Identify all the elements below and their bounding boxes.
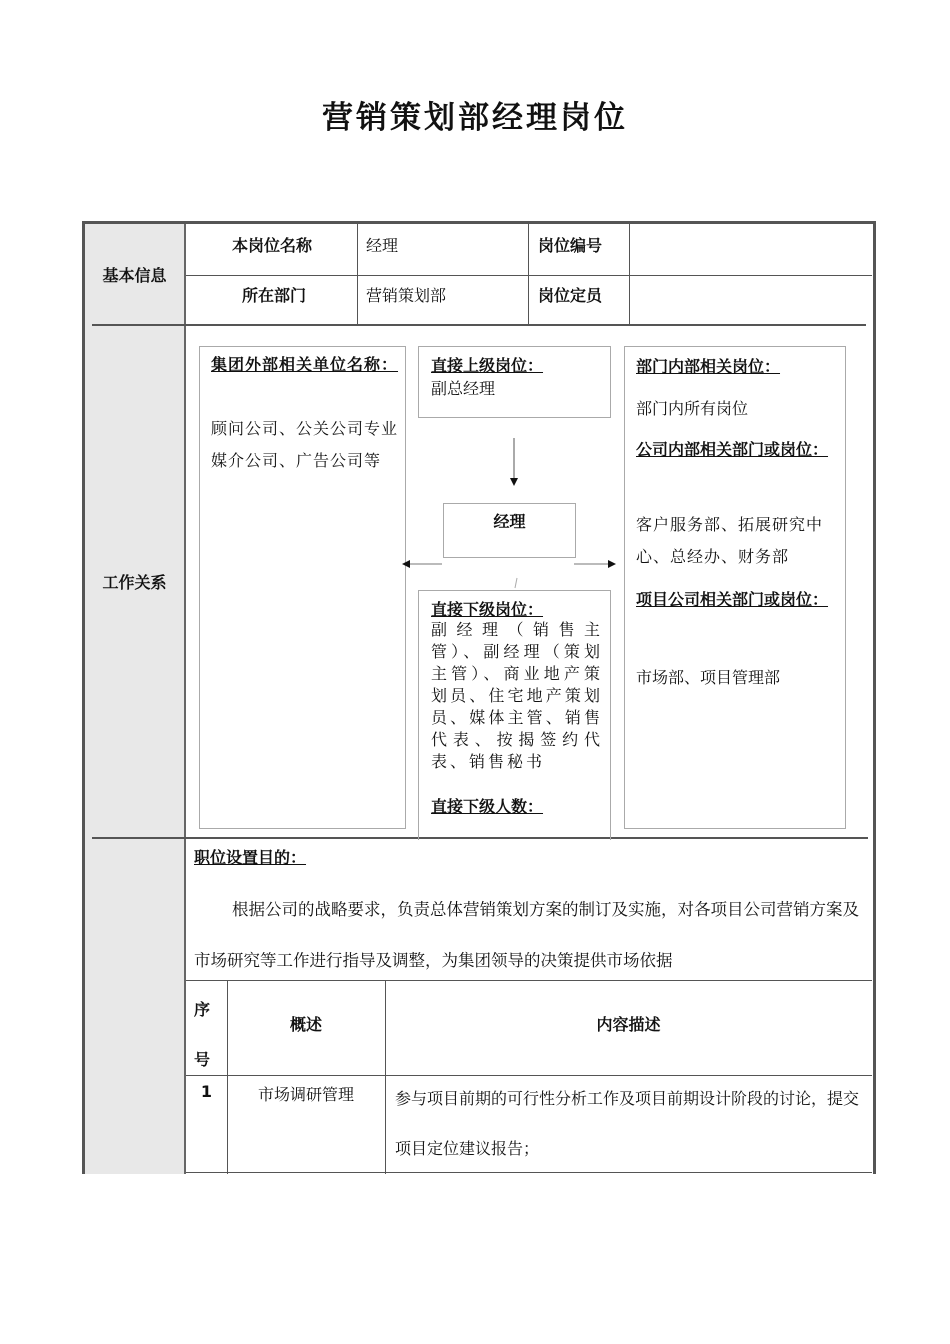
subordinate-title: 直接下级岗位： bbox=[431, 600, 544, 619]
manager-label: 经理 bbox=[493, 512, 526, 531]
row-summary: 市场调研管理 bbox=[257, 1085, 354, 1104]
post-name-value: 经理 bbox=[366, 236, 399, 255]
internal-dept-body: 部门内所有岗位 bbox=[636, 399, 749, 418]
col-divider bbox=[528, 224, 529, 325]
col-divider bbox=[385, 980, 386, 1174]
company-title: 公司内部相关部门或岗位： bbox=[636, 440, 829, 459]
quota-label: 岗位定员 bbox=[538, 286, 603, 305]
post-no-label: 岗位编号 bbox=[538, 236, 603, 255]
row-divider bbox=[186, 275, 872, 276]
row-no: 1 bbox=[200, 1082, 213, 1101]
col-divider bbox=[227, 980, 228, 1174]
row-desc: 参与项目前期的可行性分析工作及项目前期设计阶段的讨论，提交项目定位建议报告； bbox=[395, 1089, 860, 1158]
company-body: 客户服务部、拓展研究中心、总经办、财务部 bbox=[636, 515, 824, 566]
project-title: 项目公司相关部门或岗位： bbox=[636, 590, 829, 609]
external-units-title: 集团外部相关单位名称： bbox=[211, 355, 399, 374]
header-desc: 内容描述 bbox=[596, 1015, 661, 1034]
superior-body: 副总经理 bbox=[431, 379, 496, 398]
basic-info-label: 基本信息 bbox=[85, 224, 186, 325]
purpose-label-column bbox=[85, 838, 186, 1174]
section-divider bbox=[92, 324, 866, 326]
internal-dept-title: 部门内部相关岗位： bbox=[636, 357, 781, 376]
external-units-body: 顾问公司、公关公司专业媒介公司、广告公司等 bbox=[211, 419, 399, 470]
superior-title: 直接上级岗位： bbox=[431, 356, 544, 375]
header-summary: 概述 bbox=[289, 1015, 322, 1034]
col-divider bbox=[629, 224, 630, 325]
post-name-label: 本岗位名称 bbox=[232, 236, 313, 255]
project-body: 市场部、项目管理部 bbox=[636, 668, 781, 687]
dept-label: 所在部门 bbox=[242, 286, 307, 305]
header-no: 序号 bbox=[194, 1000, 211, 1069]
subordinate-count-title: 直接下级人数： bbox=[431, 797, 544, 816]
relations-label: 工作关系 bbox=[85, 325, 186, 838]
page-title: 营销策划部经理岗位 bbox=[322, 100, 628, 136]
purpose-title: 职位设置目的： bbox=[194, 848, 307, 867]
dept-value: 营销策划部 bbox=[366, 286, 447, 305]
purpose-body: 根据公司的战略要求，负责总体营销策划方案的制订及实施，对各项目公司营销方案及市场研究等工作进行指导及调整，为集团领导的决策提供市场依据 bbox=[194, 900, 859, 970]
col-divider bbox=[357, 224, 358, 325]
subordinate-body: 副经理（销售主管）、副经理（策划主管）、商业地产策划员、住宅地产策划员、媒体主管、销售代表、按揭签约代表、销售秘书 bbox=[431, 620, 603, 771]
